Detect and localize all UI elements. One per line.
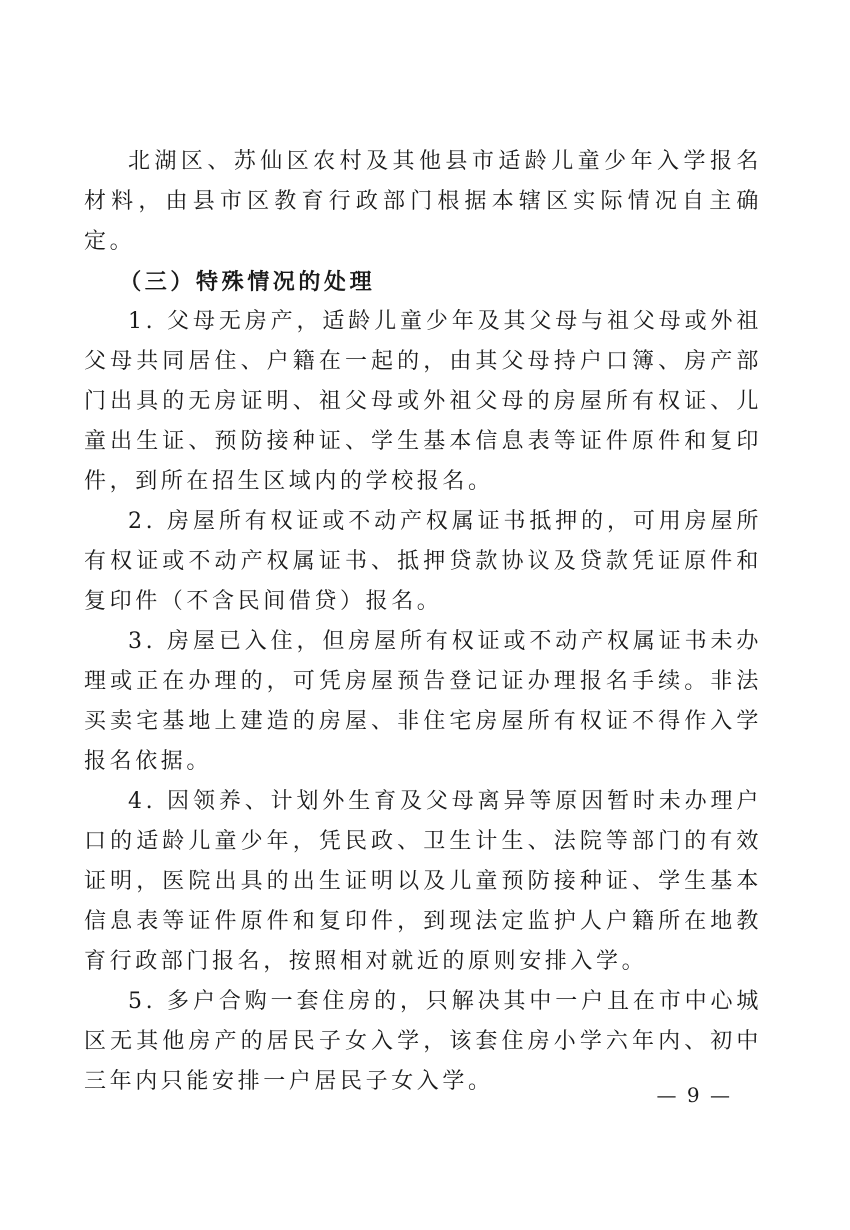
- page-number: — 9 —: [656, 1083, 732, 1107]
- section-heading: （三）特殊情况的处理: [119, 269, 376, 295]
- intro-paragraph: 北湖区、苏仙区农村及其他县市适龄儿童少年入学报名材料，由县市区教育行政部门根据本辖区实际情况自主确定。: [84, 149, 762, 254]
- item-paragraph-3: 3. 房屋已入住，但房屋所有权证或不动产权属证书未办理或正在办理的，可凭房屋预告登记证办理报名手续。非法买卖宅基地上建造的房屋、非住宅房屋所有权证不得作入学报名依据。: [84, 629, 762, 774]
- item-paragraph-2: 2. 房屋所有权证或不动产权属证书抵押的，可用房屋所有权证或不动产权属证书、抵押贷款协议及贷款凭证原件和复印件（不含民间借贷）报名。: [84, 509, 762, 614]
- document-body: [84, 142, 762, 1102]
- item-paragraph-1: 1. 父母无房产，适龄儿童少年及其父母与祖父母或外祖父母共同居住、户籍在一起的，由其父母持户口簿、房产部门出具的无房证明、祖父母或外祖父母的房屋所有权证、儿童出生证、预防接种证、学生基本信息表等证件原件和复印件，到所在招生区域内的学校报名。: [84, 309, 762, 494]
- item-paragraph-4: 4. 因领养、计划外生育及父母离异等原因暂时未办理户口的适龄儿童少年，凭民政、卫生计生、法院等部门的有效证明，医院出具的出生证明以及儿童预防接种证、学生基本信息表等证件原件和复印件，到现法定监护人户籍所在地教育行政部门报名，按照相对就近的原则安排入学。: [84, 789, 762, 974]
- item-paragraph-5: 5. 多户合购一套住房的，只解决其中一户且在市中心城区无其他房产的居民子女入学，该套住房小学六年内、初中三年内只能安排一户居民子女入学。: [84, 989, 762, 1094]
